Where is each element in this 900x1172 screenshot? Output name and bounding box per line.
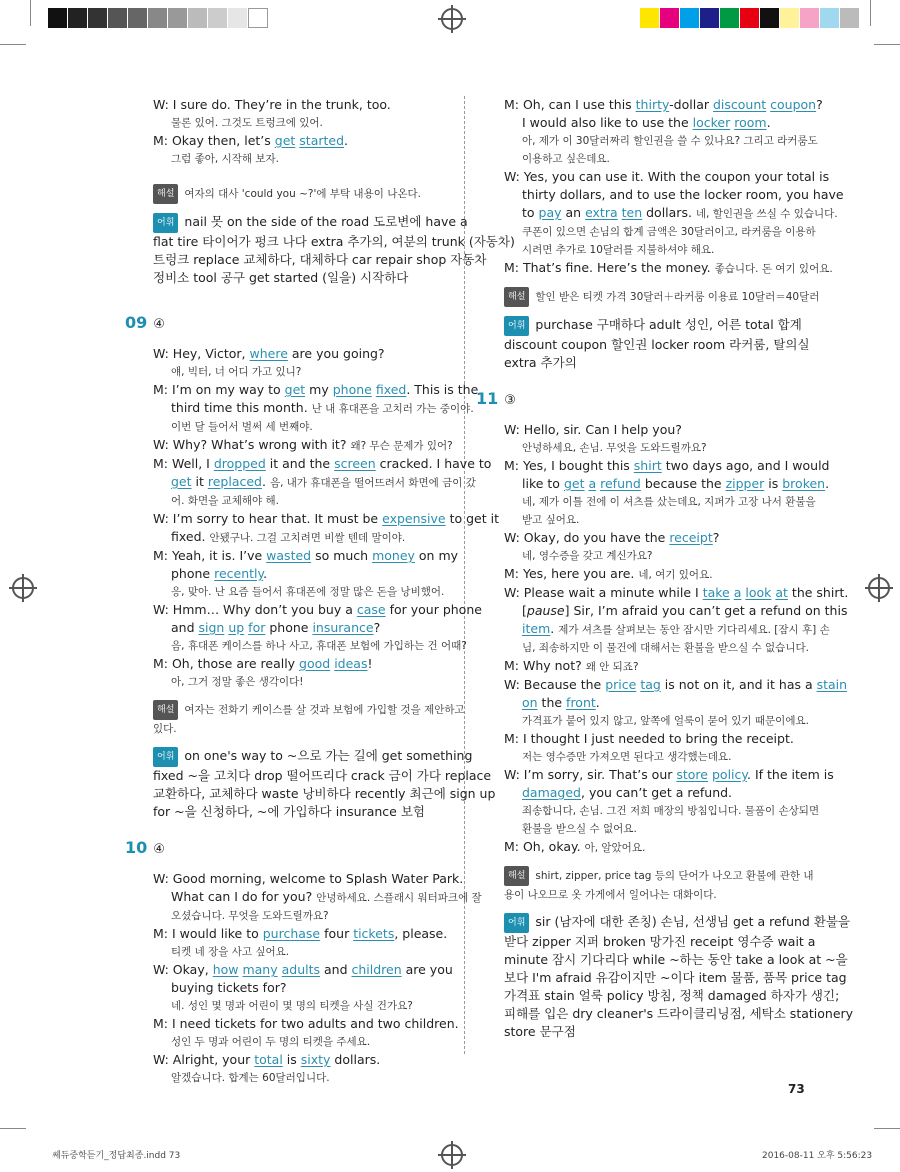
translation: 님, 죄송하지만 이 물건에 대해서는 환불을 받으실 수 없습니다.	[522, 642, 809, 654]
dialogue-line: W: Yes, you can use it. With the coupon your total is	[504, 169, 830, 184]
dialogue-line: M: Why not? 왜 안 되죠?	[504, 658, 639, 673]
vocab-line: discount coupon 할인권 locker room 라커룸, 탈의실	[504, 337, 810, 352]
translation: 네, 영수증을 갖고 계신가요?	[522, 550, 653, 562]
vocab-line: 어휘 purchase 구매하다 adult 성인, 어른 total 합계	[504, 316, 804, 336]
footer-filename: 쎄듀중학듣기_정답최종.indd 73	[52, 1151, 181, 1161]
vocab-line: 어휘 on one's way to ~으로 가는 길에 get something	[153, 747, 453, 767]
crop-mark	[874, 44, 900, 45]
dialogue-line: W: Hey, Victor, where are you going?	[153, 346, 385, 361]
dialogue-line: like to get a refund because the zipper is broken.	[522, 476, 830, 491]
explanation-badge: 해설	[504, 287, 529, 307]
explanation-badge: 해설	[153, 700, 178, 720]
translation: 오셨습니다. 무엇을 도와드릴까요?	[171, 910, 329, 922]
dialogue-line: I would also like to use the locker room.	[522, 115, 771, 130]
crop-mark	[0, 1128, 26, 1129]
translation: 죄송합니다, 손님. 그건 저희 매장의 방침입니다. 물품이 손상되면	[522, 805, 820, 817]
translation: 그럼 좋아, 시작해 보자.	[171, 153, 279, 165]
translation: 아, 그거 정말 좋은 생각이다!	[171, 676, 304, 688]
dialogue-line: buying tickets for?	[171, 980, 287, 995]
dialogue-line: item. 제가 셔츠를 살펴보는 동안 잠시만 기다리세요. [잠시 후] 손	[522, 621, 830, 636]
explanation: 해설 shirt, zipper, price tag 등의 단어가 나오고 환불에 관한 내	[504, 866, 804, 886]
dialogue-line: and sign up for phone insurance?	[171, 620, 381, 635]
dialogue-line: M: Okay then, let’s get started.	[153, 133, 349, 148]
translation: 저는 영수증만 가져오면 된다고 생각했는데요.	[522, 751, 732, 763]
dialogue-line: W: Hmm… Why don’t you buy a case for your phone	[153, 602, 482, 617]
translation: 받고 싶어요.	[522, 514, 580, 526]
crop-mark	[870, 0, 871, 26]
dialogue-line: M: Well, I dropped it and the screen cracked. I have to	[153, 456, 492, 471]
grayscale-bar	[48, 8, 268, 28]
dialogue-line: W: I’m sorry to hear that. It must be expensive to get it	[153, 511, 499, 526]
vocab-line: 어휘 nail 못 on the side of the road 도로변에 have a	[153, 213, 453, 233]
vocab-line: 교환하다, 교체하다 waste 낭비하다 recently 최근에 sign up	[153, 786, 496, 801]
vocab-line: 트렁크 replace 교체하다, 대체하다 car repair shop 자동차	[153, 252, 487, 267]
vocab-line: 피해를 입은 dry cleaner's 드라이클리닝점, 세탁소 stationery	[504, 1006, 854, 1021]
explanation-badge: 해설	[153, 184, 178, 204]
dialogue-line: M: Yeah, it is. I’ve wasted so much money on my	[153, 548, 459, 563]
vocab-line: fixed ~을 고치다 drop 떨어뜨리다 crack 금이 가다 replace	[153, 768, 492, 783]
vocab-line: 어휘 sir (남자에 대한 존칭) 손님, 선생님 get a refund 환불을	[504, 913, 804, 933]
answer: ③	[504, 393, 516, 408]
question-number: 11 ③	[476, 389, 516, 408]
dialogue-line: [pause] Sir, I’m afraid you can’t get a refund on this	[522, 603, 848, 618]
dialogue-line: W: Okay, how many adults and children are you	[153, 962, 453, 977]
dialogue-line: M: Yes, I bought this shirt two days ago, and I would	[504, 458, 830, 473]
translation: 이용하고 싶은데요.	[522, 153, 610, 165]
translation: 응, 맞아. 난 요즘 들어서 휴대폰에 정말 많은 돈을 낭비했어.	[171, 586, 445, 598]
dialogue-line: W: Please wait a minute while I take a look at the shirt.	[504, 585, 849, 600]
crop-mark	[0, 44, 26, 45]
registration-mark-top	[441, 8, 463, 30]
registration-mark-left	[12, 577, 34, 599]
dialogue-line: W: Why? What’s wrong with it? 왜? 무슨 문제가 있어?	[153, 437, 453, 452]
translation: 아, 제가 이 30달러짜리 할인권을 쓸 수 있나요? 그리고 라커룸도	[522, 135, 818, 147]
registration-mark-right	[868, 577, 890, 599]
vocab-badge: 어휘	[153, 747, 178, 767]
explanation-line: 용이 나오므로 옷 가게에서 일어나는 대화이다.	[504, 889, 717, 901]
translation: 네. 성인 몇 명과 어린이 몇 명의 티켓을 사실 건가요?	[171, 1000, 413, 1012]
translation: 알겠습니다. 합계는 60달러입니다.	[171, 1072, 330, 1084]
vocab-line: store 문구점	[504, 1024, 576, 1039]
dialogue-line: M: Yes, here you are. 네, 여기 있어요.	[504, 566, 713, 581]
dialogue-line: W: Good morning, welcome to Splash Water Park.	[153, 871, 464, 886]
translation: 가격표가 붙어 있지 않고, 앞쪽에 얼룩이 묻어 있기 때문이에요.	[522, 715, 809, 727]
vocab-badge: 어휘	[504, 316, 529, 336]
registration-mark-bottom	[441, 1144, 463, 1166]
footer-timestamp: 2016-08-11 오후 5:56:23	[762, 1151, 873, 1161]
crop-mark	[30, 0, 31, 26]
dialogue-line: thirty dollars, and to use the locker room, you have	[522, 187, 844, 202]
translation: 환불을 받으실 수 없어요.	[522, 823, 637, 835]
translation: 시려면 추가로 10달러를 지불하셔야 해요.	[522, 244, 715, 256]
dialogue-line: W: Because the price tag is not on it, and it has a stain	[504, 677, 848, 692]
dialogue-line: fixed. 안됐구나. 그걸 고치려면 비쌀 텐데 말이야.	[171, 529, 406, 544]
translation: 성인 두 명과 어린이 두 명의 티켓을 주세요.	[171, 1036, 371, 1048]
dialogue-line: third time this month. 난 내 휴대폰을 고치러 가는 중이야.	[171, 400, 474, 415]
dialogue-line: M: That’s fine. Here’s the money. 좋습니다. 돈 여기 있어요.	[504, 260, 833, 275]
answer: ④	[153, 317, 165, 332]
vocab-line: extra 추가의	[504, 355, 577, 370]
translation: 이번 달 들어서 벌써 세 번째야.	[171, 421, 313, 433]
dialogue-line: damaged, you can’t get a refund.	[522, 785, 733, 800]
dialogue-line: get it replaced. 음, 내가 휴대폰을 떨어뜨려서 화면에 금이 갔	[171, 474, 476, 489]
explanation: 해설 할인 받은 티켓 가격 30달러＋라커룸 이용료 10달러＝40달러	[504, 287, 804, 307]
vocab-line: minute 잠시 기다리다 while ~하는 동안 take a look at ~을	[504, 952, 848, 967]
vocab-line: 가격표 stain 얼룩 policy 방침, 정책 damaged 하자가 생긴;	[504, 988, 840, 1003]
explanation: 해설 여자의 대사 'could you ~?'에 부탁 내용이 나온다.	[153, 184, 453, 204]
right-column	[476, 96, 854, 1041]
translation: 어. 화면을 교체해야 해.	[171, 495, 279, 507]
dialogue-line: M: I thought I just needed to bring the receipt.	[504, 731, 794, 746]
dialogue-line: W: I’m sorry, sir. That’s our store policy. If the item is	[504, 767, 834, 782]
question-number: 09 ④	[125, 313, 165, 332]
vocab-badge: 어휘	[153, 213, 178, 233]
vocab-line: for ~을 신청하다, ~에 가입하다 insurance 보험	[153, 804, 425, 819]
question-number: 10 ④	[125, 838, 165, 857]
dialogue-line: M: Oh, okay. 아, 알았어요.	[504, 839, 646, 854]
color-bar	[640, 8, 860, 28]
dialogue-line: phone recently.	[171, 566, 268, 581]
dialogue-line: W: Alright, your total is sixty dollars.	[153, 1052, 381, 1067]
vocab-line: 정비소 tool 공구 get started (일을) 시작하다	[153, 270, 409, 285]
explanation-badge: 해설	[504, 866, 529, 886]
translation: 음, 휴대폰 케이스를 하나 사고, 휴대폰 보험에 가입하는 건 어때?	[171, 640, 467, 652]
dialogue-line: What can I do for you? 안녕하세요. 스플래시 워터파크에 잘	[171, 889, 482, 904]
crop-mark	[874, 1128, 900, 1129]
dialogue-line: M: I’m on my way to get my phone fixed. This is the	[153, 382, 479, 397]
dialogue-line: M: I need tickets for two adults and two children.	[153, 1016, 459, 1031]
explanation-line: 있다.	[153, 723, 177, 735]
dialogue-line: M: Oh, those are really good ideas!	[153, 656, 373, 671]
page-number: 73	[788, 1082, 805, 1096]
dialogue-line: W: Okay, do you have the receipt?	[504, 530, 720, 545]
dialogue-line: to pay an extra ten dollars. 네, 할인권을 쓰실 수 있습니다.	[522, 205, 838, 220]
translation: 쿠폰이 있으면 손님의 합계 금액은 30달러이고, 라커룸을 이용하	[522, 226, 816, 238]
vocab-badge: 어휘	[504, 913, 529, 933]
translation: 티켓 네 장을 사고 싶어요.	[171, 946, 290, 958]
translation: 네, 제가 이틀 전에 이 셔츠를 샀는데요, 지퍼가 고장 나서 환불을	[522, 496, 816, 508]
dialogue-line: on the front.	[522, 695, 600, 710]
dialogue-line: W: Hello, sir. Can I help you?	[504, 422, 682, 437]
translation: 안녕하세요, 손님. 무엇을 도와드릴까요?	[522, 442, 707, 454]
answer: ④	[153, 842, 165, 857]
translation: 물론 있어. 그것도 트렁크에 있어.	[171, 117, 323, 129]
translation: 얘, 빅터, 너 어디 가고 있니?	[171, 366, 302, 378]
vocab-line: 받다 zipper 지퍼 broken 망가진 receipt 영수증 wait a	[504, 934, 816, 949]
vocab-line: flat tire 타이어가 펑크 나다 extra 추가의, 여분의 trunk (자동차)	[153, 234, 515, 249]
dialogue-line: M: Oh, can I use this thirty-dollar discount coupon?	[504, 97, 823, 112]
vocab-line: 보다 I'm afraid 유감이지만 ~이다 item 물품, 품목 price tag	[504, 970, 847, 985]
dialogue-line: M: I would like to purchase four tickets, please.	[153, 926, 448, 941]
dialogue-line: W: I sure do. They’re in the trunk, too.	[153, 97, 391, 112]
explanation: 해설 여자는 전화기 케이스를 살 것과 보험에 가입할 것을 제안하고	[153, 700, 453, 720]
